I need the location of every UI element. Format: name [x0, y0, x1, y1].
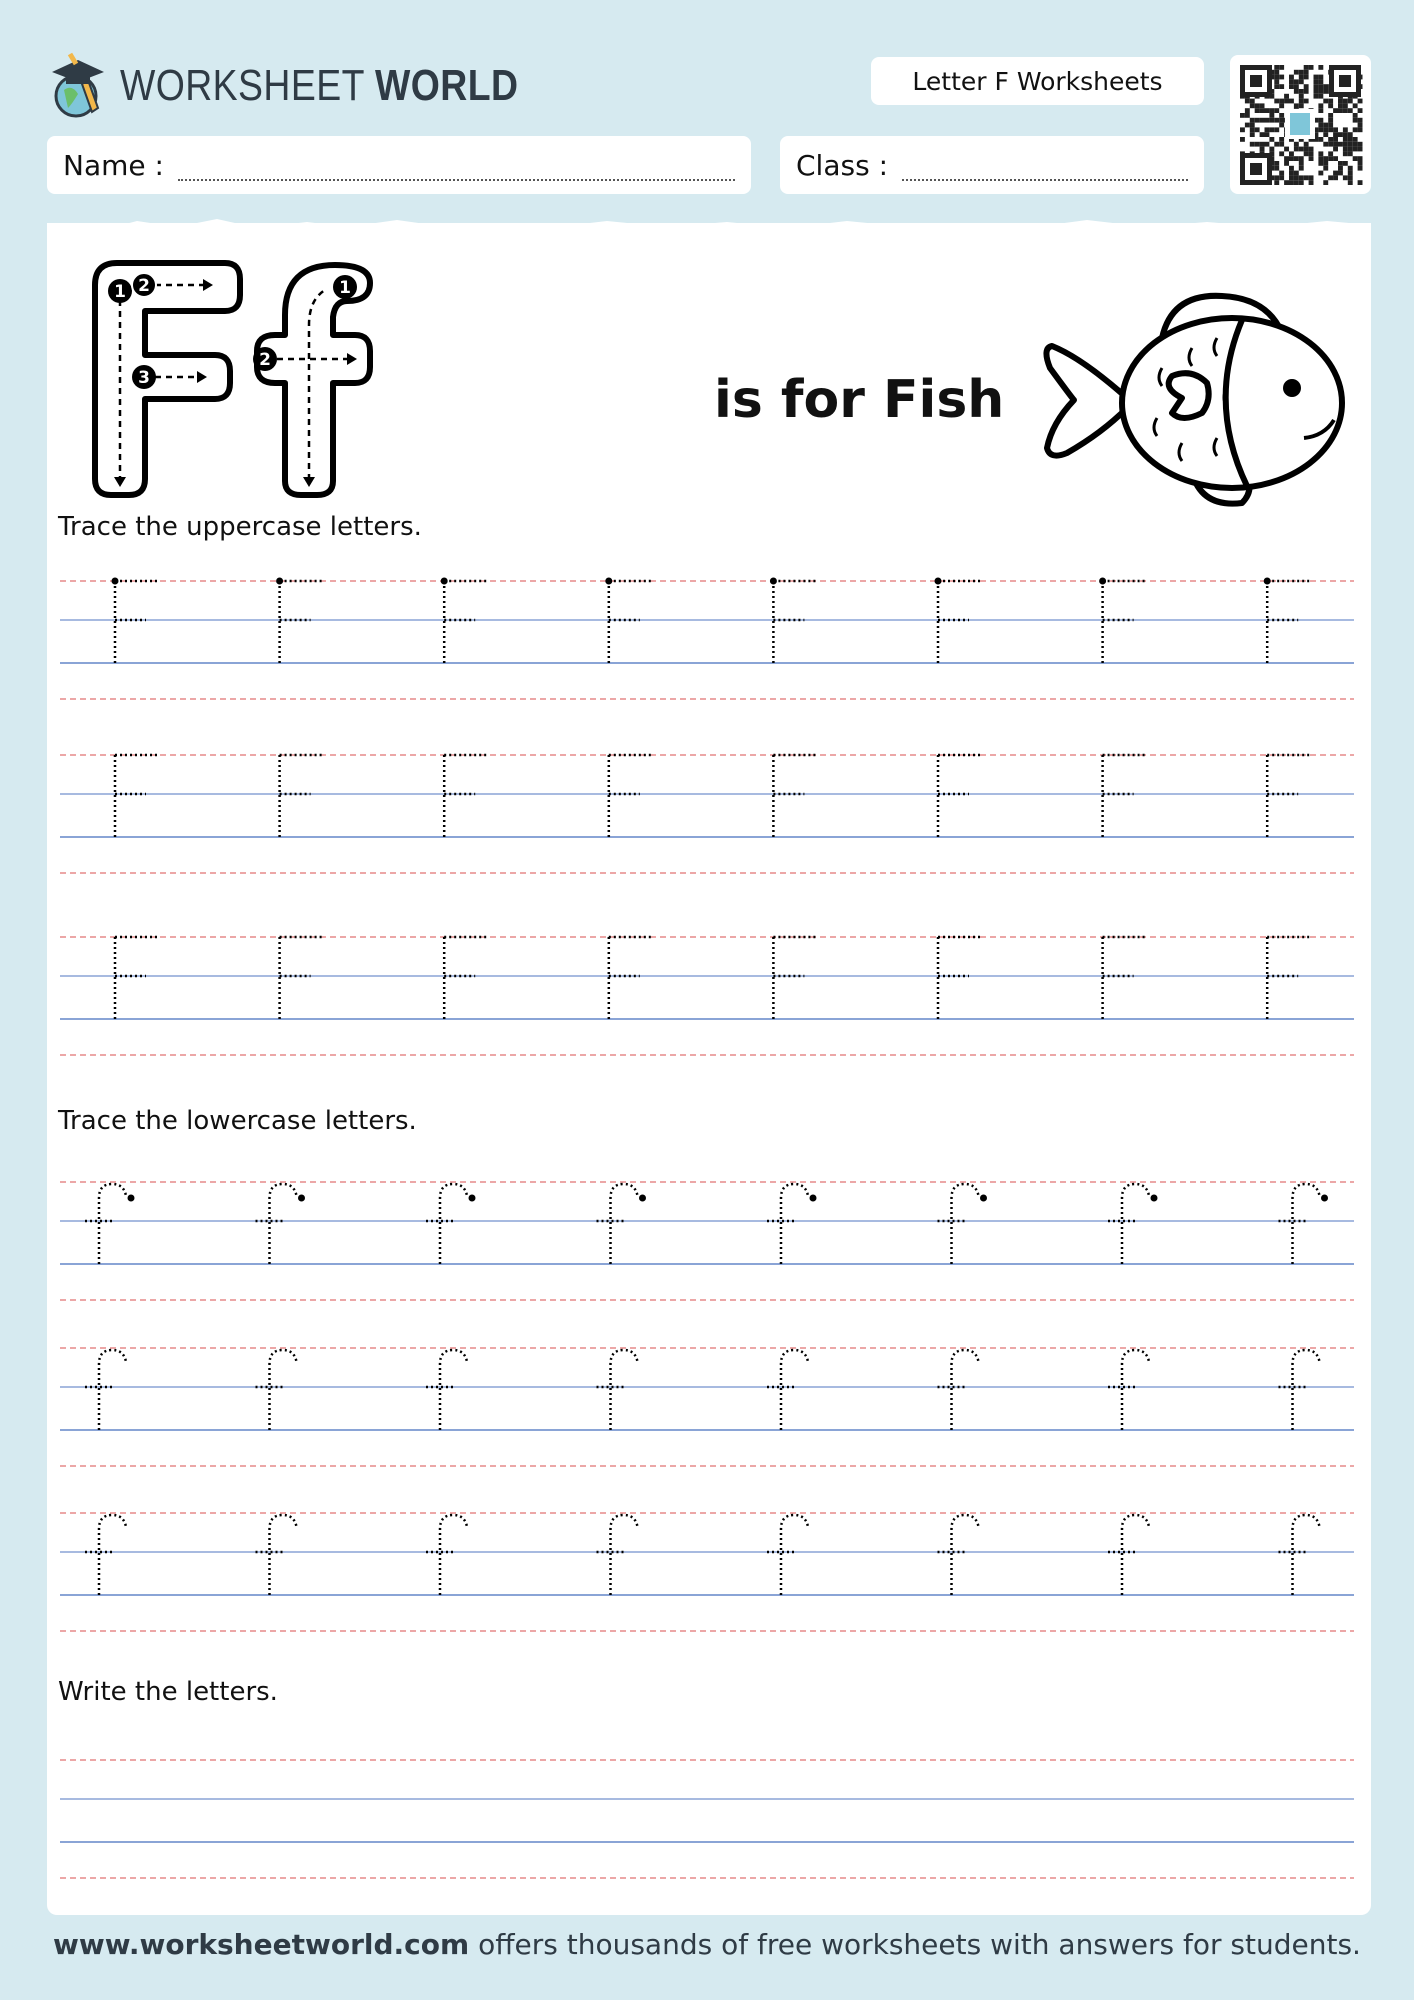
- start-dot: [1321, 1195, 1328, 1202]
- start-dot: [605, 578, 612, 585]
- start-dot: [298, 1195, 305, 1202]
- start-dot: [935, 578, 942, 585]
- start-dot: [276, 578, 283, 585]
- trace-letter-lowercase-f: [1108, 1184, 1149, 1264]
- stroke-number: 2: [259, 350, 271, 370]
- trace-letter-lowercase-f: [85, 1350, 126, 1430]
- trace-letter-lowercase-f: [767, 1350, 808, 1430]
- start-dot: [469, 1195, 476, 1202]
- trace-letter-uppercase-f: [444, 937, 487, 1019]
- trace-letter-uppercase-f: [773, 937, 816, 1019]
- trace-letter-uppercase-f: [609, 755, 652, 837]
- stroke-number: 3: [138, 368, 150, 388]
- footer-site-link[interactable]: www.worksheetworld.com: [53, 1928, 470, 1961]
- trace-letter-lowercase-f: [597, 1350, 638, 1430]
- trace-letter-lowercase-f: [767, 1184, 808, 1264]
- trace-letter-lowercase-f: [938, 1184, 979, 1264]
- name-label: Name :: [63, 148, 164, 182]
- trace-letter-uppercase-f: [773, 581, 816, 663]
- trace-letter-lowercase-f: [938, 1515, 979, 1595]
- trace-letter-uppercase-f: [280, 937, 323, 1019]
- trace-letter-uppercase-f: [280, 581, 323, 663]
- footer-text: offers thousands of free worksheets with answers for students.: [469, 1928, 1361, 1961]
- footer: [0, 1928, 1414, 1961]
- worksheet-topic-badge: Letter F Worksheets: [871, 57, 1204, 105]
- trace-letter-uppercase-f: [115, 937, 158, 1019]
- trace-letter-lowercase-f: [85, 1184, 126, 1264]
- brand-name-light: WORKSHEET: [120, 61, 365, 110]
- start-dot: [639, 1195, 646, 1202]
- trace-letter-uppercase-f: [609, 581, 652, 663]
- trace-letter-lowercase-f: [1279, 1515, 1320, 1595]
- lowercase-heading: Trace the lowercase letters.: [58, 1106, 417, 1136]
- trace-letter-lowercase-f: [1108, 1515, 1149, 1595]
- trace-letter-lowercase-f: [426, 1184, 467, 1264]
- trace-letter-lowercase-f: [256, 1515, 297, 1595]
- class-label: Class :: [796, 148, 888, 182]
- trace-letter-lowercase-f: [1279, 1184, 1320, 1264]
- brand-name-bold: WORLD: [375, 61, 519, 110]
- trace-letter-uppercase-f: [1103, 755, 1146, 837]
- trace-letter-uppercase-f: [444, 581, 487, 663]
- trace-letter-uppercase-f: [938, 581, 981, 663]
- trace-letter-uppercase-f: [115, 581, 158, 663]
- start-dot: [128, 1195, 135, 1202]
- stroke-number: 1: [114, 282, 126, 302]
- stroke-number: 1: [339, 278, 351, 298]
- trace-letter-lowercase-f: [597, 1515, 638, 1595]
- stroke-number: 2: [138, 276, 150, 296]
- trace-letter-lowercase-f: [256, 1184, 297, 1264]
- trace-letter-uppercase-f: [444, 755, 487, 837]
- start-dot: [810, 1195, 817, 1202]
- start-dot: [980, 1195, 987, 1202]
- trace-letter-uppercase-f: [115, 755, 158, 837]
- trace-letter-lowercase-f: [767, 1515, 808, 1595]
- trace-letter-uppercase-f: [938, 937, 981, 1019]
- trace-letter-lowercase-f: [426, 1515, 467, 1595]
- letter-caption: is for Fish: [714, 370, 1005, 430]
- start-dot: [770, 578, 777, 585]
- start-dot: [1151, 1195, 1158, 1202]
- trace-letter-lowercase-f: [597, 1184, 638, 1264]
- trace-letter-uppercase-f: [773, 755, 816, 837]
- start-dot: [1099, 578, 1106, 585]
- trace-letter-uppercase-f: [1267, 581, 1310, 663]
- trace-letter-lowercase-f: [85, 1515, 126, 1595]
- trace-letter-uppercase-f: [1103, 581, 1146, 663]
- start-dot: [112, 578, 119, 585]
- trace-letter-lowercase-f: [256, 1350, 297, 1430]
- trace-letter-uppercase-f: [1267, 755, 1310, 837]
- write-heading: Write the letters.: [58, 1677, 278, 1707]
- uppercase-heading: Trace the uppercase letters.: [58, 512, 422, 542]
- start-dot: [1264, 578, 1271, 585]
- trace-letter-uppercase-f: [1267, 937, 1310, 1019]
- trace-letter-lowercase-f: [938, 1350, 979, 1430]
- trace-letter-uppercase-f: [280, 755, 323, 837]
- trace-letter-uppercase-f: [1103, 937, 1146, 1019]
- trace-letter-uppercase-f: [938, 755, 981, 837]
- trace-letter-lowercase-f: [426, 1350, 467, 1430]
- trace-letter-lowercase-f: [1108, 1350, 1149, 1430]
- trace-letter-uppercase-f: [609, 937, 652, 1019]
- start-dot: [441, 578, 448, 585]
- trace-letter-lowercase-f: [1279, 1350, 1320, 1430]
